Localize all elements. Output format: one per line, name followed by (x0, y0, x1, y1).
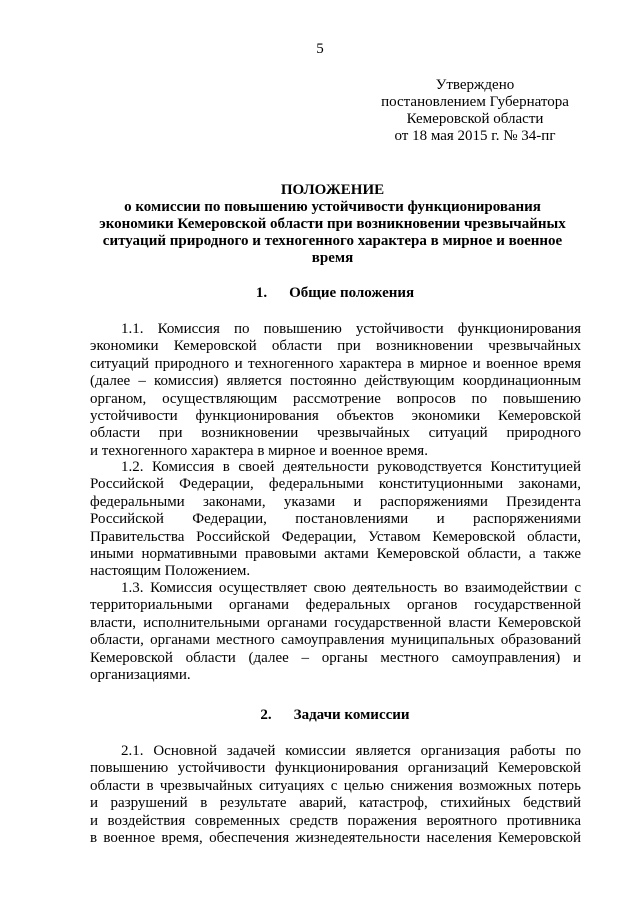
text-line: экономики Кемеровской области при возникновении чрезвычайных (90, 338, 581, 355)
approval-line: постановлением Губернатора (381, 94, 569, 110)
text-line: Правительства Российской Федерации, Уставом Кемеровской области, (90, 528, 581, 545)
title-line: о комиссии по повышению устойчивости функционирования (124, 199, 541, 215)
text-line: устойчивости функционирования объектов экономики Кемеровской (90, 408, 581, 425)
section-title: Задачи комиссии (293, 707, 410, 723)
title-line: ситуаций природного и техногенного характера в мирное и военное (102, 233, 563, 249)
text-line: Кемеровской области (далее – органы местного самоуправления) и (90, 649, 581, 666)
text-line: 1.2. Комиссия в своей деятельности руководствуется Конституцией (121, 459, 581, 475)
text-line: ситуаций природного и техногенного характера в мирное и военное время (90, 355, 581, 372)
paragraph-1-1 (90, 321, 581, 460)
text-line: власти, исполнительными органами государственной власти Кемеровской (90, 614, 581, 631)
text-line: 1.3. Комиссия осуществляет свою деятельность во взаимодействии с (121, 580, 581, 596)
text-line: и техногенного характера в мирное и военное время. (90, 442, 428, 459)
text-line: 2.1. Основной задачей комиссии является организация работы по (121, 743, 581, 759)
title-line: экономики Кемеровской области при возникновении чрезвычайных (99, 216, 566, 232)
paragraph-1-2 (90, 459, 581, 581)
text-line: территориальными органами федеральных органов государственной (90, 597, 581, 614)
approval-line: от 18 мая 2015 г. № 34-пг (394, 128, 556, 144)
section-number: 2. (260, 707, 272, 723)
approval-block (330, 77, 620, 145)
section-heading-general (60, 284, 610, 302)
text-line: и разрушений в результате аварий, катастроф, стихийных бедствий (90, 795, 581, 812)
paragraph-1-3 (90, 580, 581, 684)
text-line: в военное время, обеспечения жизнедеятельности населения Кемеровской (90, 830, 581, 847)
approval-line: Кемеровской области (406, 111, 544, 127)
text-line: (далее – комиссия) является постоянно действующим координационным (90, 373, 581, 390)
page-number: 5 (316, 41, 324, 57)
text-line: повышению устойчивости функционирования организаций Кемеровской (90, 760, 581, 777)
section-title: Общие положения (289, 285, 415, 301)
section-heading-tasks (60, 706, 610, 724)
section-number: 1. (255, 285, 268, 301)
text-line: настоящим Положением. (90, 563, 251, 580)
title-line: ПОЛОЖЕНИЕ (280, 182, 385, 198)
text-line: 1.1. Комиссия по повышению устойчивости функционирования (121, 321, 581, 337)
approval-line: Утверждено (435, 77, 515, 93)
text-line: Российской Федерации, федеральными конституционными законами, (90, 476, 581, 493)
text-line: федеральными законами, указами и распоряжениями Президента (90, 493, 581, 510)
text-line: организациями. (90, 667, 191, 684)
paragraph-2-1 (90, 743, 581, 847)
text-line: и воздействия современных средств поражения вероятного противника (90, 812, 581, 829)
text-line: области при возникновении чрезвычайных ситуаций природного (90, 425, 581, 442)
text-line: Российской Федерации, постановлениями и распоряжениями (90, 511, 581, 528)
text-line: области в чрезвычайных ситуациях с целью снижения возможных потерь (90, 777, 581, 794)
document-title (94, 182, 571, 267)
text-line: органом, осуществляющим рассмотрение вопросов по повышению (90, 390, 581, 407)
title-line: время (311, 250, 354, 266)
text-line: иными нормативными правовыми актами Кемеровской области, а также (90, 546, 581, 563)
text-line: области, органами местного самоуправления муниципальных образований (90, 632, 581, 649)
